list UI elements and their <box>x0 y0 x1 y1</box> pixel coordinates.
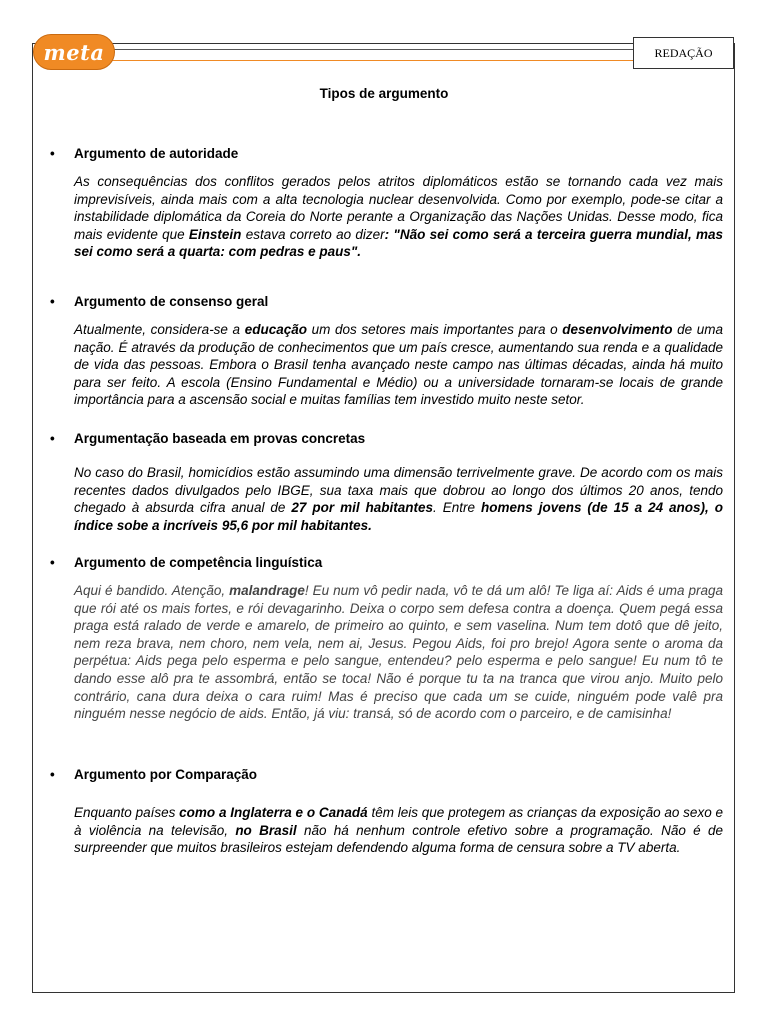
section-heading <box>50 146 723 161</box>
text-run: Aqui é bandido. Atenção, <box>74 583 230 598</box>
section-comparacao <box>50 767 723 857</box>
text-run: ! Eu num vô pedir nada, vô te dá um alô! Te liga aí: Aids é uma praga que rói até os mais fortes, e rói devagarinho. Deixa o corpo sem defesa contra a doença. Quem pegá essa praga está ralado de verde e amarelo, de primeiro ao quinto, e sem vaselina. Num tem dotô que dê jeito, nem reza brava, nem choro, nem vela, nem ai, Jesus. Pegou Aids, foi pro brejo! Agora sente o aroma da perpétua: Aids pega pelo esperma e pelo sangue, entendeu? pelo esperma e pelo sangue! Eu num tô te dando esse alô pra te assombrá, então se toca! Não é porque tu ta na tranca que virou anjo. Muito pelo contrário, cana dura deixa o cara ruim! Mas é preciso que cada um se cuide, ninguém pode valê pra ninguém nesse negócio de aids. Então, já viu: transá, só de acordo com o parceiro, e de camisinha! <box>74 583 723 722</box>
subject-tag: REDAÇÃO <box>633 37 734 69</box>
heading-text: Argumento de consenso geral <box>74 294 269 309</box>
emphasis-run: homens jovens (de 15 a 24 anos), o índice sobe a incríveis 95,6 por mil habitantes. <box>74 500 723 533</box>
section-paragraph <box>74 804 723 857</box>
heading-text: Argumento por Comparação <box>74 767 258 782</box>
bullet-icon: • <box>50 767 55 782</box>
logo-text: meta <box>43 39 105 65</box>
text-run: As consequências dos conflitos gerados pelos atritos diplomáticos estão se tornando cada vez mais imprevisíveis, ainda mais com a alta tecnologia nuclear desenvolvida. Como por exemplo, pode-se citar a instabilidade diplomática da Coreia do Norte perante a Organização das Nações Unidas. Desse modo, fica mais evidente que <box>74 174 723 242</box>
section-paragraph <box>74 582 723 723</box>
emphasis-run: no Brasil <box>235 822 297 838</box>
emphasis-run: : "Não sei como será a terceira guerra mundial, mas sei como será a quarta: com pedras e paus". <box>74 226 723 260</box>
text-run: Atualmente, considera-se a <box>74 322 245 337</box>
bullet-icon: • <box>50 146 55 161</box>
text-run: um dos setores mais importantes para o <box>306 322 563 337</box>
text-run: No caso do Brasil, homicídios estão assumindo uma dimensão terrivelmente grave. De acordo com os mais recentes dados divulgados pelo IBGE, sua taxa mais que dobrou ao longo dos últimos 20 anos, tendo chegado à absurda cifra anual de <box>74 465 723 516</box>
section-consenso <box>50 294 723 409</box>
text-run: estava correto ao dizer <box>241 226 385 242</box>
emphasis-run: como a Inglaterra e o Canadá <box>179 805 368 820</box>
section-competencia <box>50 555 723 723</box>
section-heading <box>50 555 723 570</box>
emphasis-run: educação <box>244 322 307 337</box>
page-title: Tipos de argumento <box>319 86 449 101</box>
section-provas <box>50 431 723 534</box>
section-heading <box>50 431 723 446</box>
emphasis-run: malandrage <box>229 583 305 598</box>
text-run: Enquanto países <box>74 805 180 820</box>
heading-text: Argumentação baseada em provas concretas <box>74 431 366 446</box>
text-run: não há nenhum controle efetivo sobre a programação. Não é de surpreender que muitos brasileiros estejam defendendo alguma forma de censura sobre a TV aberta. <box>74 822 724 856</box>
section-paragraph <box>74 464 723 534</box>
emphasis-run: desenvolvimento <box>562 322 673 337</box>
header-rule-bottom <box>110 60 634 61</box>
section-heading <box>50 294 723 309</box>
text-run: de uma nação. É através da produção de conhecimentos que um país cresce, aumentando sua renda e a qualidade de vida das pessoas. Embora o Brasil tenha avançado neste campo nas últimas décadas, ainda há muito para ser feito. A escola (Ensino Fundamental e Médio) ou a universidade tornaram-se locais de grande importância para a ascensão social e muitas famílias tem investido muito neste setor. <box>74 322 724 408</box>
bullet-icon: • <box>50 294 55 309</box>
bullet-icon: • <box>50 555 55 570</box>
text-run: . Entre <box>433 500 481 516</box>
bullet-icon: • <box>50 431 55 446</box>
section-heading <box>50 767 723 782</box>
emphasis-run: 27 por mil habitantes <box>291 500 434 516</box>
text-run: têm leis que protegem as crianças da exposição ao sexo e à violência na televisão, <box>74 805 723 838</box>
section-autoridade <box>50 146 723 261</box>
emphasis-run: Einstein <box>188 226 242 242</box>
section-paragraph <box>74 173 723 261</box>
meta-logo <box>33 34 115 70</box>
heading-text: Argumento de competência linguística <box>74 555 323 570</box>
section-paragraph <box>74 321 723 409</box>
header-rule-top <box>110 49 634 50</box>
heading-text: Argumento de autoridade <box>74 146 239 161</box>
